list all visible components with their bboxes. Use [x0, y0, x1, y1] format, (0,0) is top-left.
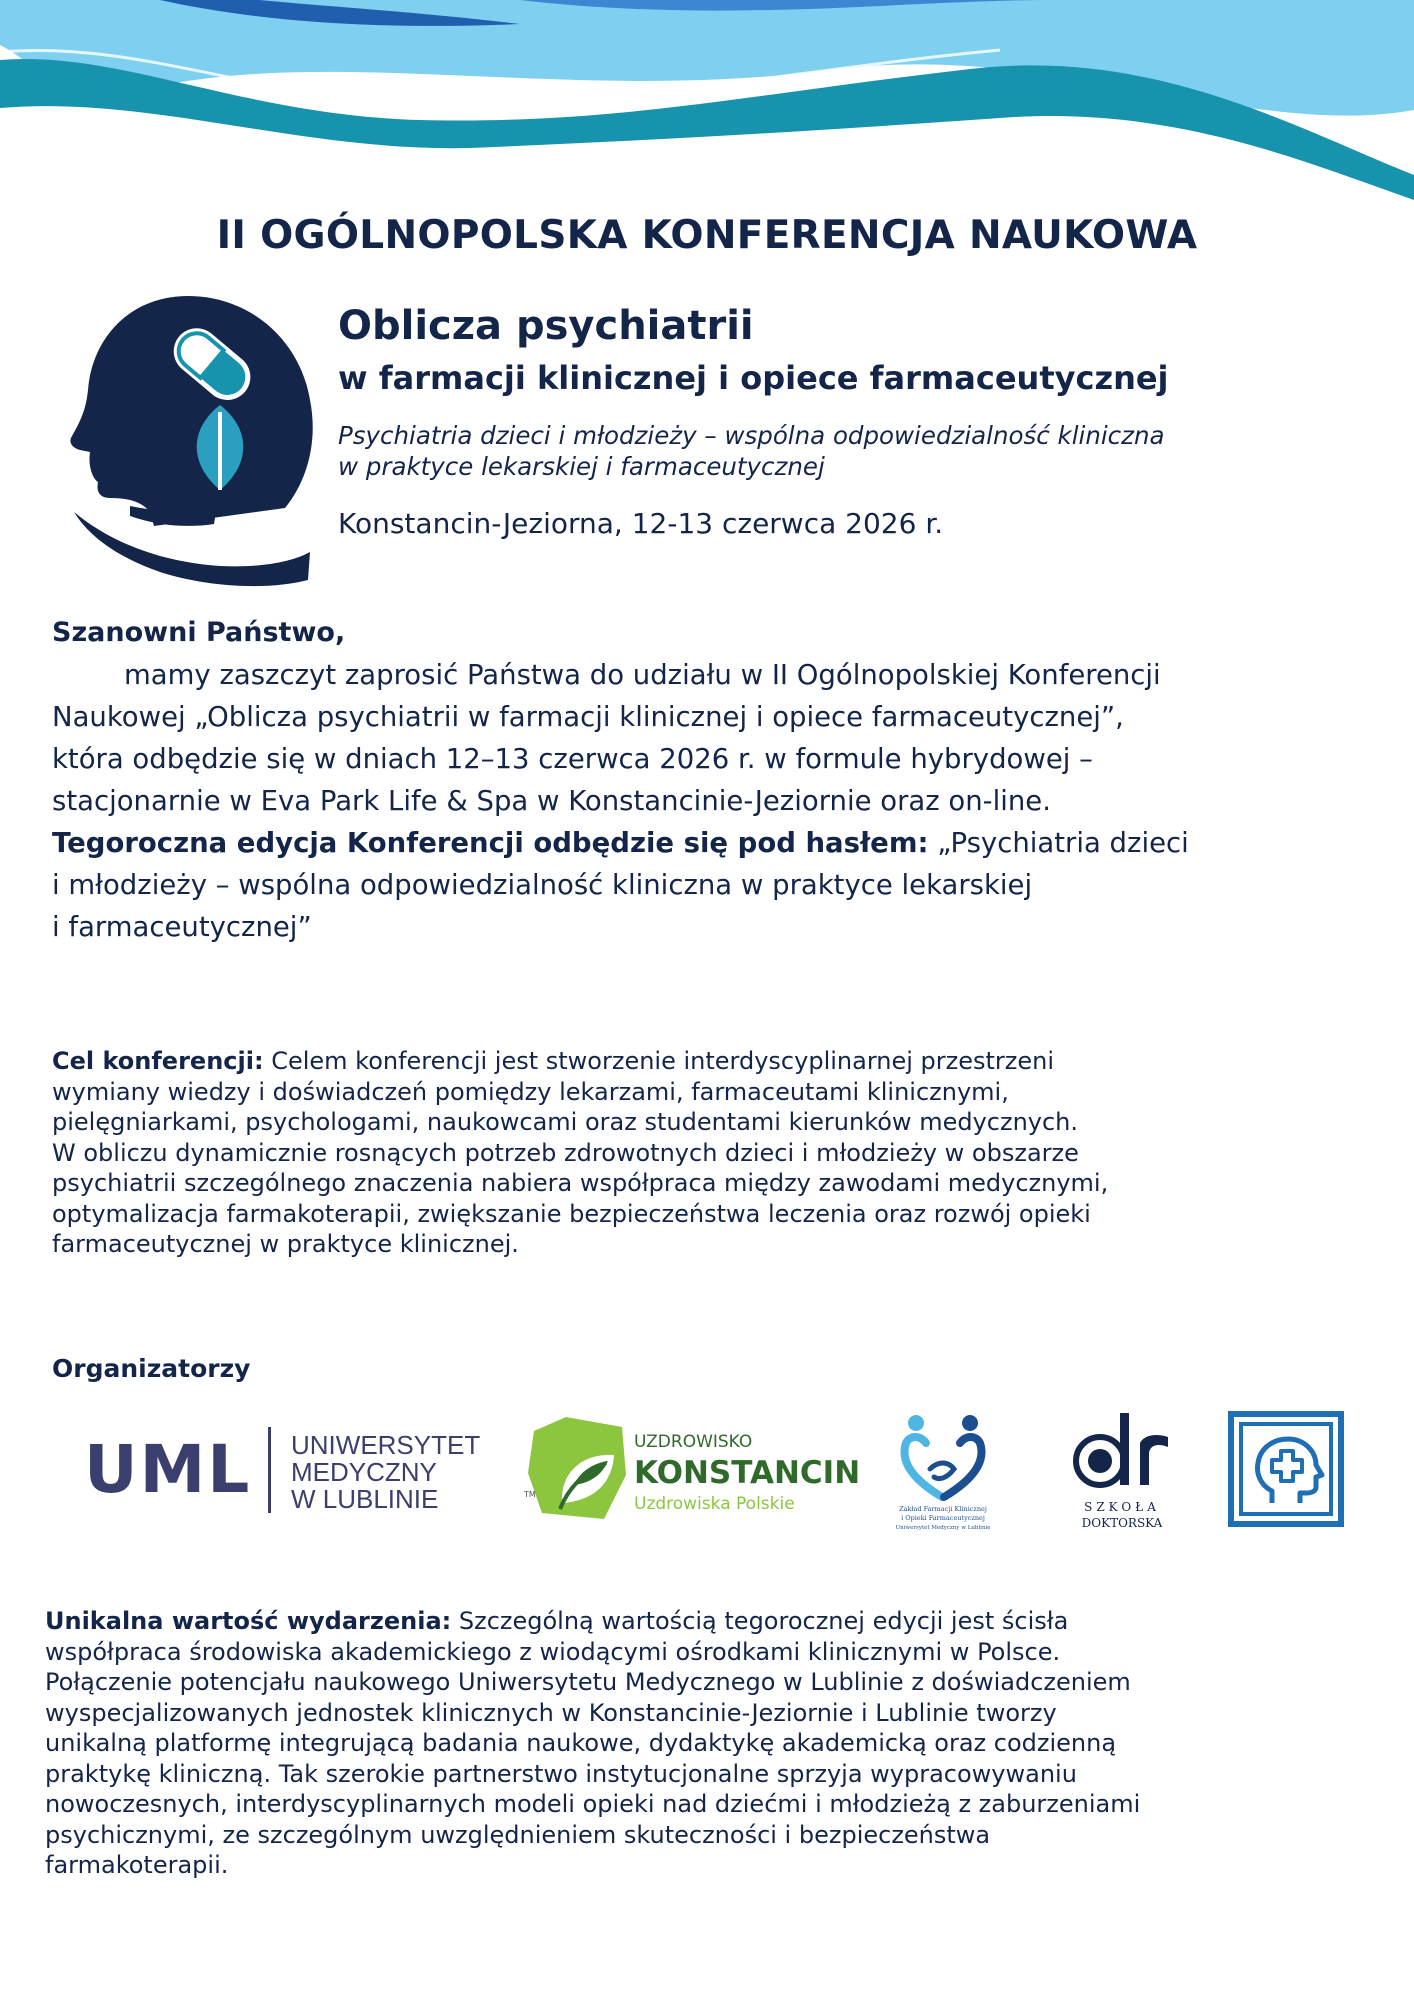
unique-line: farmakoterapii. — [45, 1851, 229, 1879]
goal-line: Celem konferencji jest stworzenie interdyscyplinarnej przestrzeni — [263, 1047, 1055, 1075]
szkola-doktorska-logo — [1066, 1409, 1178, 1535]
header-waves — [0, 0, 1414, 200]
organizers-heading: Organizatorzy — [52, 1354, 251, 1383]
motto-label: Tegoroczna edycja Konferencji odbędzie się pod hasłem: — [52, 827, 929, 859]
uml-line-3: W LUBLINIE — [291, 1484, 439, 1514]
unique-line: wyspecjalizowanych jednostek klinicznych w Konstancinie-Jeziornie i Lublinie tworzy — [45, 1698, 1057, 1727]
goal-line: optymalizacja farmakoterapii, zwiększanie bezpieczeństwa leczenia oraz rozwój opieki — [52, 1199, 1091, 1228]
d-stem — [1120, 1413, 1129, 1485]
uml-line-2: MEDYCZNY — [291, 1457, 437, 1487]
motto-text-start: „Psychiatria dzieci — [928, 827, 1189, 859]
r-letter — [1140, 1435, 1168, 1485]
goal-line: wymiany wiedzy i doświadczeń pomiędzy lekarzami, farmaceutami klinicznymi, — [52, 1077, 1009, 1106]
outer-square — [1231, 1414, 1341, 1524]
medical-cross-icon — [1272, 1451, 1302, 1481]
goal-line: farmaceutycznej w praktyce klinicznej. — [52, 1230, 519, 1258]
hospital-head-logo — [1228, 1411, 1344, 1527]
zaklad-farmacji-logo — [886, 1411, 1010, 1535]
invitation-line-4: stacjonarnie w Eva Park Life & Spa w Konstancinie-Jeziornie oraz on-line. — [52, 785, 1051, 817]
invitation-line-1: mamy zaszczyt zaprosić Państwa do udziału w II Ogólnopolskiej Konferencji — [124, 659, 1161, 691]
unique-value-paragraph — [45, 1606, 1365, 1881]
motto-text — [338, 420, 1358, 482]
goal-line: psychiatrii szczególnego znaczenia nabiera współpraca między zawodami medycznymi, — [52, 1169, 1109, 1197]
invitation-motto-line-2: i młodzieży – wspólna odpowiedzialność kliniczna w praktyce lekarskiej — [52, 869, 1033, 901]
motto-line-1: Psychiatria dzieci i młodzieży – wspólna odpowiedzialność kliniczna — [338, 421, 1165, 450]
motto-line-2: w praktyce lekarskiej i farmaceutycznej — [338, 452, 825, 481]
goal-line: W obliczu dynamicznie rosnących potrzeb zdrowotnych dzieci i młodzieży w obszarze — [52, 1138, 1079, 1167]
psychiatry-head-logo — [70, 290, 320, 590]
sub-title: w farmacji klinicznej i opiece farmaceutycznej — [338, 359, 1169, 397]
person-head-left — [908, 1415, 924, 1431]
invitation-line-3: która odbędzie się w dniach 12–13 czerwca 2026 r. w formule hybrydowej – — [52, 743, 1093, 775]
uml-line-1: UNIWERSYTET — [291, 1430, 481, 1460]
uml-logo — [84, 1417, 484, 1523]
unique-line: Połączenie potencjału naukowego Uniwersytetu Medycznego w Lublinie z doświadczeniem — [45, 1668, 1131, 1696]
head-outline-icon — [1258, 1439, 1322, 1503]
invitation-line-2: Naukowej „Oblicza psychiatrii w farmacji klinicznej i opiece farmaceutycznej”, — [52, 701, 1124, 733]
zaklad-line-2: i Opieki Farmaceutycznej — [901, 1514, 985, 1522]
zaklad-line-3: Uniwersytet Medyczny w Lublinie — [895, 1525, 991, 1531]
unique-line: unikalną platformę integrującą badania naukowe, dydaktykę akademicką oraz codzienną — [45, 1729, 1117, 1757]
unique-line: Szczególną wartością tegorocznej edycji jest ścisła — [451, 1607, 1069, 1635]
goal-line: pielęgniarkami, psychologami, naukowcami oraz studentami kierunków medycznych. — [52, 1108, 1079, 1136]
konstancin-line-3: Uzdrowiska Polskie — [634, 1494, 795, 1514]
invitation-motto-line-3: i farmaceutycznej” — [52, 911, 312, 943]
heart-inner — [930, 1463, 954, 1479]
person-head-right — [962, 1415, 978, 1431]
organizer-logos — [0, 1405, 1414, 1535]
conference-title: II OGÓLNOPOLSKA KONFERENCJA NAUKOWA — [216, 213, 1198, 258]
unique-label: Unikalna wartość wydarzenia: — [45, 1607, 452, 1635]
uml-divider — [268, 1427, 271, 1513]
uzdrowisko-konstancin-logo — [522, 1413, 861, 1525]
konstancin-line-1: UZDROWISKO — [634, 1432, 753, 1452]
invitation-motto-line-1 — [52, 822, 1352, 864]
szkola-line-1: SZKOŁA — [1084, 1500, 1160, 1514]
eagle-core — [1088, 1449, 1112, 1473]
konstancin-line-2: KONSTANCIN — [634, 1455, 861, 1491]
unique-line: nowoczesnych, interdyscyplinarnych modeli opieki nad dziećmi i młodzieżą z zaburzeniami — [45, 1790, 1141, 1818]
uml-mark: UML — [84, 1431, 252, 1508]
unique-line: praktykę kliniczną. Tak szerokie partnerstwo instytucjonalne sprzyja wypracowywaniu — [45, 1759, 1077, 1788]
goal-label: Cel konferencji: — [52, 1047, 264, 1075]
zaklad-line-1: Zakład Farmacji Klinicznej — [899, 1505, 987, 1513]
greeting: Szanowni Państwo, — [52, 617, 346, 648]
tm-mark: TM — [524, 1490, 536, 1499]
unique-line: psychicznymi, ze szczególnym uwzględnieniem skuteczności i bezpieczeństwa — [45, 1820, 991, 1849]
unique-line: współpraca środowiska akademickiego z wiodącymi ośrodkami klinicznymi w Polsce. — [45, 1637, 1061, 1666]
header-text-block — [338, 300, 1358, 542]
goal-paragraph — [52, 1046, 1362, 1260]
invitation-section — [52, 612, 1352, 948]
venue-date: Konstancin-Jeziorna, 12-13 czerwca 2026 r. — [338, 507, 944, 540]
szkola-line-2: DOKTORSKA — [1081, 1516, 1163, 1530]
main-title: Oblicza psychiatrii — [338, 303, 754, 349]
